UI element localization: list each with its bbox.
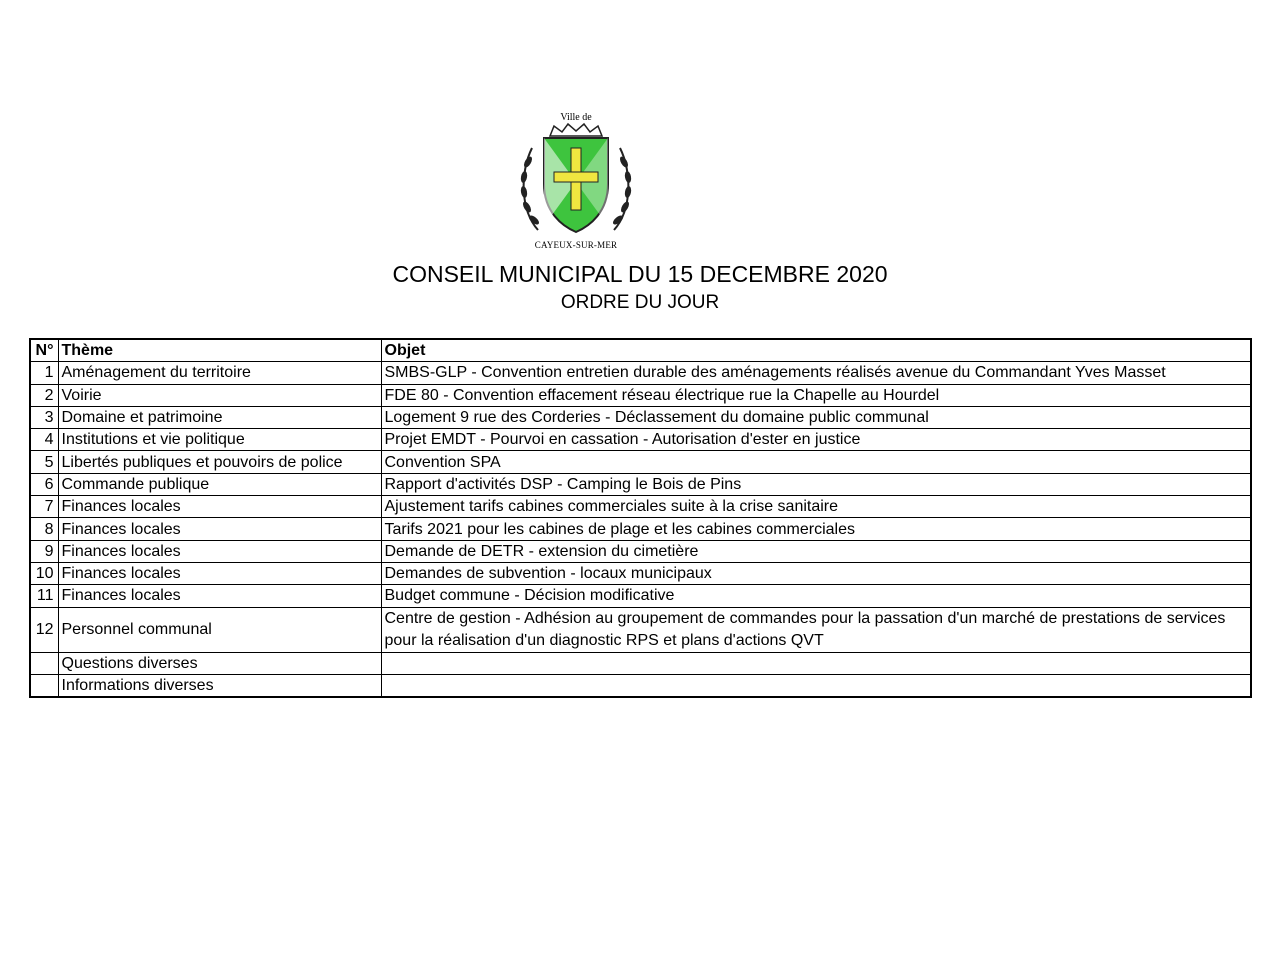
row-theme: Finances locales — [58, 585, 381, 607]
coat-of-arms-emblem — [516, 122, 636, 242]
row-num: 9 — [30, 540, 58, 562]
row-num: 11 — [30, 585, 58, 607]
table-row — [30, 562, 1251, 584]
header-objet: Objet — [381, 339, 1251, 362]
table-row — [30, 496, 1251, 518]
row-theme: Libertés publiques et pouvoirs de police — [58, 451, 381, 473]
row-theme: Finances locales — [58, 518, 381, 540]
row-num: 2 — [30, 384, 58, 406]
row-objet: Demandes de subvention - locaux municipaux — [381, 562, 1251, 584]
row-objet: Tarifs 2021 pour les cabines de plage et les cabines commerciales — [381, 518, 1251, 540]
table-row — [30, 607, 1251, 652]
row-objet: Logement 9 rue des Corderies - Déclassement du domaine public communal — [381, 406, 1251, 428]
table-row — [30, 429, 1251, 451]
table-row — [30, 674, 1251, 697]
table-row — [30, 518, 1251, 540]
table-header-row — [30, 339, 1251, 362]
row-theme: Informations diverses — [58, 674, 381, 697]
logo-top-text: Ville de — [560, 112, 592, 123]
row-num — [30, 652, 58, 674]
row-theme: Finances locales — [58, 562, 381, 584]
table-row — [30, 585, 1251, 607]
row-objet: Convention SPA — [381, 451, 1251, 473]
row-theme: Domaine et patrimoine — [58, 406, 381, 428]
row-num: 8 — [30, 518, 58, 540]
row-theme: Finances locales — [58, 496, 381, 518]
town-coat-of-arms — [512, 108, 640, 254]
row-theme: Personnel communal — [58, 607, 381, 652]
row-objet: FDE 80 - Convention effacement réseau électrique rue la Chapelle au Hourdel — [381, 384, 1251, 406]
table-row — [30, 540, 1251, 562]
row-objet — [381, 652, 1251, 674]
table-row — [30, 362, 1251, 384]
table-row — [30, 652, 1251, 674]
table-row — [30, 451, 1251, 473]
row-objet: Budget commune - Décision modificative — [381, 585, 1251, 607]
table-row — [30, 473, 1251, 495]
row-num: 5 — [30, 451, 58, 473]
row-objet: SMBS-GLP - Convention entretien durable des aménagements réalisés avenue du Commandant Yves Masset — [381, 362, 1251, 384]
row-num: 1 — [30, 362, 58, 384]
row-theme: Commande publique — [58, 473, 381, 495]
row-objet — [381, 674, 1251, 697]
row-num: 7 — [30, 496, 58, 518]
row-theme: Voirie — [58, 384, 381, 406]
row-objet: Ajustement tarifs cabines commerciales suite à la crise sanitaire — [381, 496, 1251, 518]
row-objet: Demande de DETR - extension du cimetière — [381, 540, 1251, 562]
table-row — [30, 406, 1251, 428]
row-num — [30, 674, 58, 697]
table-row — [30, 384, 1251, 406]
row-objet: Projet EMDT - Pourvoi en cassation - Autorisation d'ester en justice — [381, 429, 1251, 451]
document-title: CONSEIL MUNICIPAL DU 15 DECEMBRE 2020 — [392, 261, 888, 287]
row-num: 12 — [30, 607, 58, 652]
row-theme: Aménagement du territoire — [58, 362, 381, 384]
row-theme: Finances locales — [58, 540, 381, 562]
agenda-table — [29, 338, 1252, 698]
row-num: 10 — [30, 562, 58, 584]
row-num: 4 — [30, 429, 58, 451]
row-num: 6 — [30, 473, 58, 495]
row-num: 3 — [30, 406, 58, 428]
document-subtitle: ORDRE DU JOUR — [560, 292, 720, 313]
row-objet: Rapport d'activités DSP - Camping le Bois de Pins — [381, 473, 1251, 495]
row-objet: Centre de gestion - Adhésion au groupement de commandes pour la passation d'un marché de prestations de services pour la réalisation d'un diagnostic RPS et plans d'actions QVT — [381, 607, 1251, 652]
row-theme: Institutions et vie politique — [58, 429, 381, 451]
row-theme: Questions diverses — [58, 652, 381, 674]
header-theme: Thème — [58, 339, 381, 362]
logo-bottom-text: CAYEUX-SUR-MER — [534, 240, 618, 250]
header-num: N° — [30, 339, 58, 362]
